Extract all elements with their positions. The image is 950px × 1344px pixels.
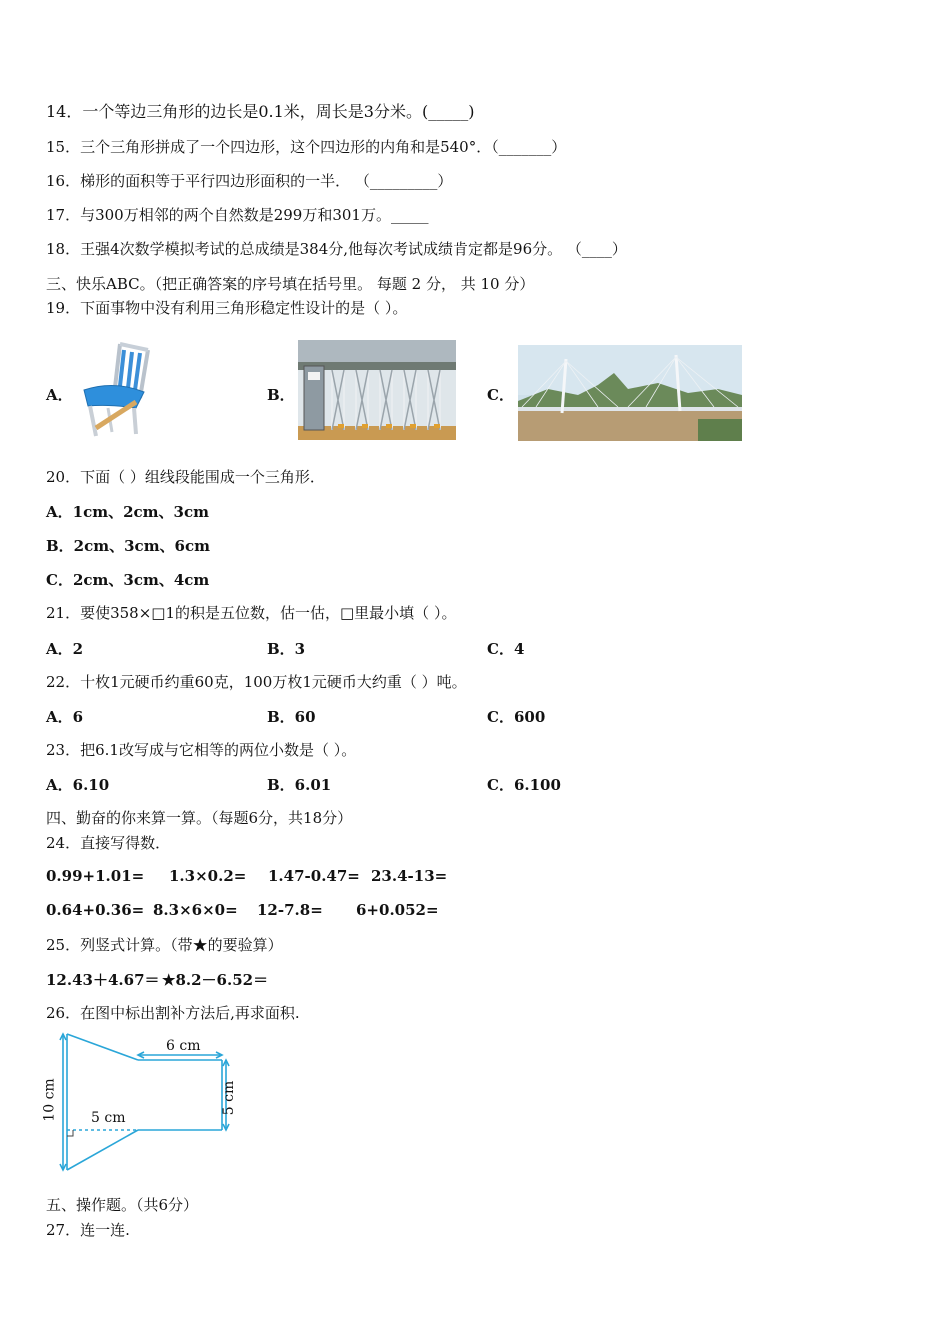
retractable-gate-image (298, 340, 456, 440)
question-14: 14．一个等边三角形的边长是0.1米，周长是3分米。(_____) (46, 102, 475, 121)
question-15: 15．三个三角形拼成了一个四边形，这个四边形的内角和是540°．（_______） (46, 138, 567, 156)
q19-option-a-label: A． (46, 386, 73, 404)
vertical-calc-item: 12.43＋4.67＝ (46, 971, 160, 989)
q20-option-b: B．2cm、3cm、6cm (46, 537, 211, 555)
q20-option-c: C．2cm、3cm、4cm (46, 571, 210, 589)
figure-label-left: 10 cm (41, 1078, 58, 1122)
calc-item: 12-7.8= (257, 901, 323, 919)
q23-option-a: A．6.10 (46, 776, 110, 794)
figure-label-right: 5 cm (221, 1080, 238, 1116)
section-3-heading: 三、快乐ABC。（把正确答案的序号填在括号里。 每题 2 分， 共 10 分） (46, 275, 535, 293)
q19-option-b-label: B． (267, 386, 295, 404)
question-20-stem: 20．下面（ ）组线段能围成一个三角形． (46, 468, 325, 486)
section-5-heading: 五、操作题。（共6分） (46, 1196, 199, 1214)
q21-option-c: C．4 (487, 640, 525, 658)
q23-option-b: B．6.01 (267, 776, 332, 794)
question-16: 16．梯形的面积等于平行四边形面积的一半． （_________） (46, 172, 453, 190)
question-21-stem: 21．要使358×□1的积是五位数，估一估，□里最小填（ ）。 (46, 604, 457, 622)
q23-option-c: C．6.100 (487, 776, 561, 794)
calc-item: 23.4-13= (371, 867, 448, 885)
calc-item: 8.3×6×0= (153, 901, 238, 919)
question-23-stem: 23．把6.1改写成与它相等的两位小数是（ ）。 (46, 741, 357, 759)
section-4-heading: 四、勤奋的你来算一算。（每题6分，共18分） (46, 809, 353, 827)
question-27-stem: 27．连一连. (46, 1221, 130, 1239)
chair-image (74, 336, 160, 440)
figure-label-top: 6 cm (166, 1038, 201, 1054)
calc-item: 1.3×0.2= (169, 867, 247, 885)
q21-option-b: B．3 (267, 640, 306, 658)
figure-label-middle: 5 cm (91, 1110, 126, 1126)
calc-item: 0.99+1.01= (46, 867, 145, 885)
q21-option-a: A．2 (46, 640, 84, 658)
vertical-calc-item: ★8.2－6.52＝ (162, 971, 269, 989)
calc-item: 6+0.052= (356, 901, 439, 919)
q22-option-b: B．60 (267, 708, 316, 726)
calc-item: 0.64+0.36= (46, 901, 145, 919)
question-24-stem: 24．直接写得数． (46, 834, 171, 852)
question-26-stem: 26．在图中标出割补方法后,再求面积. (46, 1004, 300, 1022)
q22-option-a: A．6 (46, 708, 84, 726)
question-22-stem: 22．十枚1元硬币约重60克，100万枚1元硬币大约重（ ）吨。 (46, 673, 467, 691)
calc-item: 1.47-0.47= (268, 867, 360, 885)
question-25-stem: 25．列竖式计算。（带★的要验算） (46, 936, 283, 954)
composite-shape-figure (42, 1030, 252, 1176)
q19-option-c-label: C． (487, 386, 514, 404)
q22-option-c: C．600 (487, 708, 546, 726)
question-17: 17．与300万相邻的两个自然数是299万和301万。_____ (46, 206, 429, 224)
question-18: 18．王强4次数学模拟考试的总成绩是384分,他每次考试成绩肯定都是96分。 （____） (46, 240, 627, 258)
q20-option-a: A．1cm、2cm、3cm (46, 503, 209, 521)
question-19-stem: 19．下面事物中没有利用三角形稳定性设计的是（ ）。 (46, 299, 408, 317)
cable-stayed-bridge-image (518, 345, 742, 441)
